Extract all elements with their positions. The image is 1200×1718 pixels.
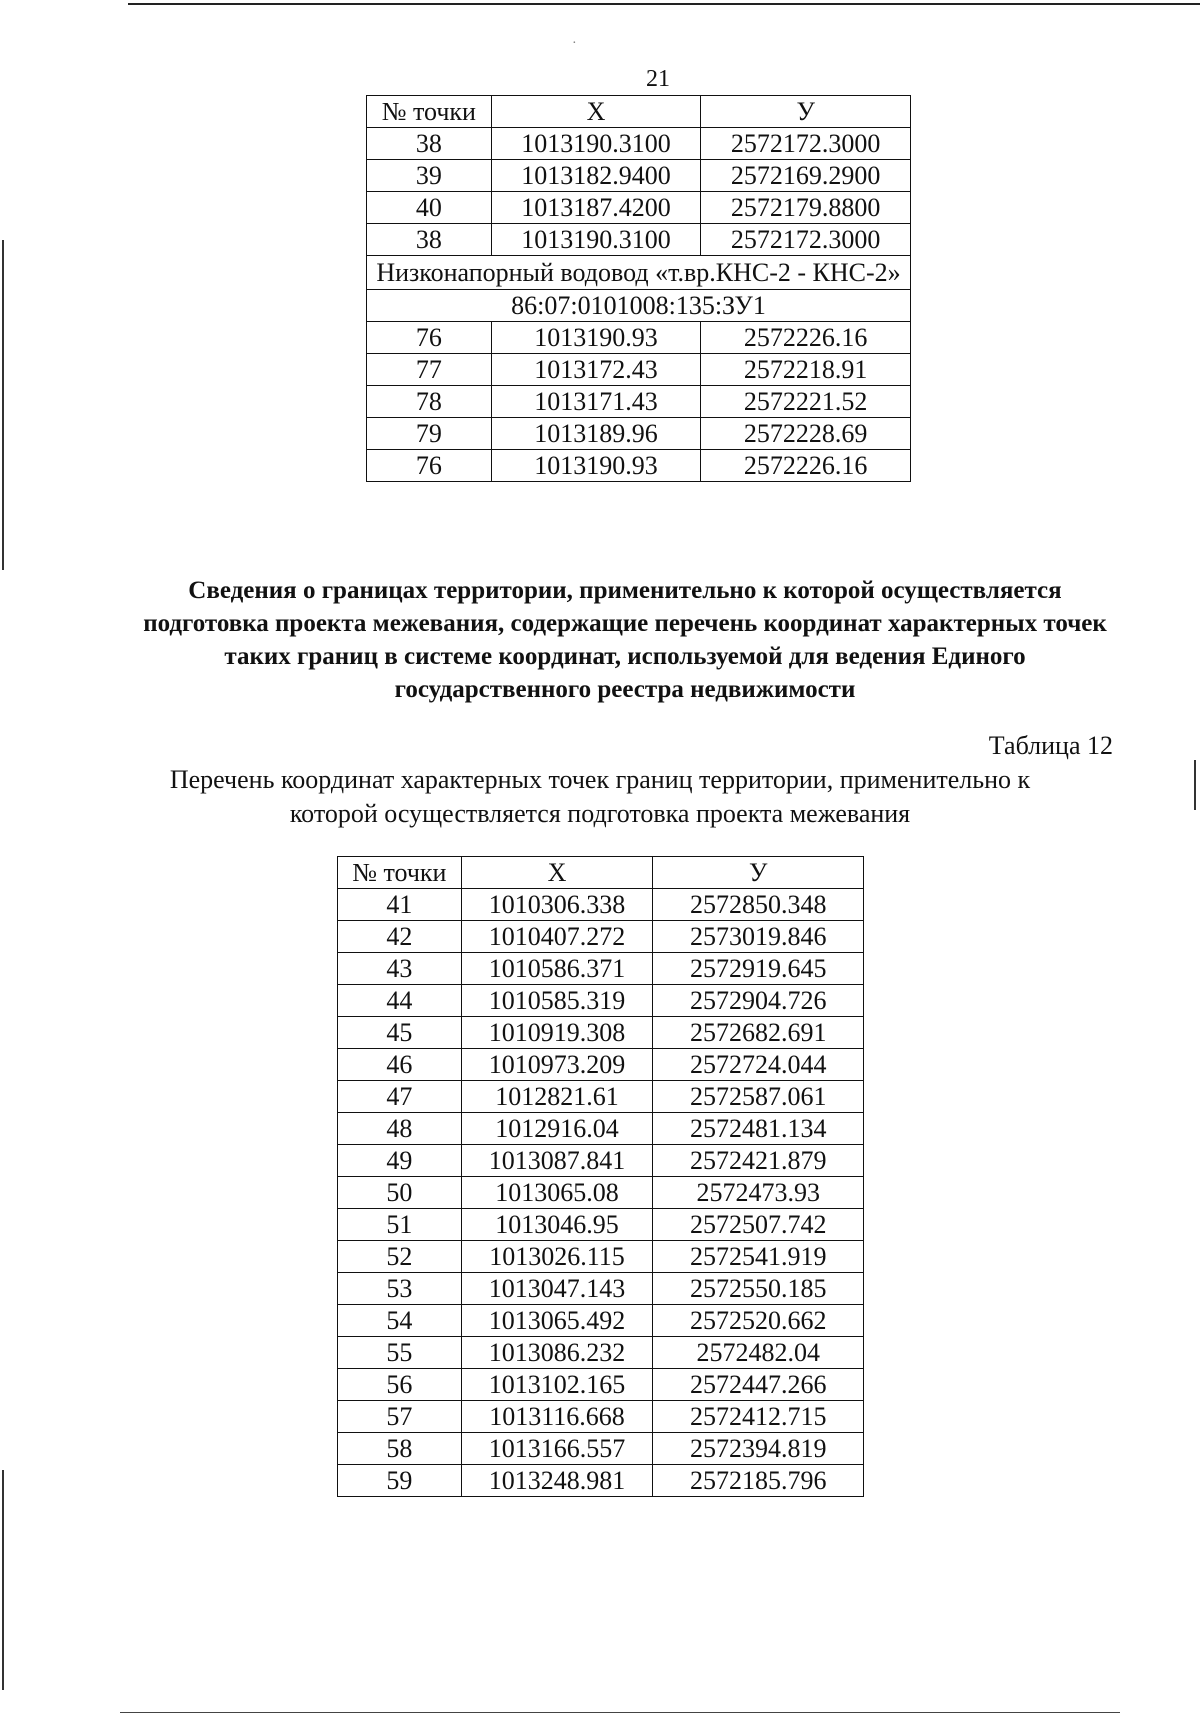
point-number-cell: 42 xyxy=(338,921,462,953)
y-coordinate-cell: 2572172.3000 xyxy=(701,224,911,256)
table-row xyxy=(338,921,864,953)
table-row xyxy=(338,1145,864,1177)
y-coordinate-cell: 2572185.796 xyxy=(653,1465,864,1497)
x-coordinate-cell: 1012821.61 xyxy=(461,1081,653,1113)
table-row xyxy=(338,1337,864,1369)
header-y: У xyxy=(701,96,911,128)
point-number-cell: 76 xyxy=(367,450,492,482)
x-coordinate-cell: 1010306.338 xyxy=(461,889,653,921)
y-coordinate-cell: 2572507.742 xyxy=(653,1209,864,1241)
header-x: Х xyxy=(461,857,653,889)
scan-left-edge xyxy=(2,1470,4,1690)
table-row xyxy=(367,386,911,418)
point-number-cell: 51 xyxy=(338,1209,462,1241)
table-row xyxy=(338,985,864,1017)
header-point-number: № точки xyxy=(338,857,462,889)
point-number-cell: 59 xyxy=(338,1465,462,1497)
x-coordinate-cell: 1013086.232 xyxy=(461,1337,653,1369)
x-coordinate-cell: 1013047.143 xyxy=(461,1273,653,1305)
scan-speck: · xyxy=(572,36,577,51)
y-coordinate-cell: 2572587.061 xyxy=(653,1081,864,1113)
header-y: У xyxy=(653,857,864,889)
table-row xyxy=(367,418,911,450)
table-row xyxy=(338,1209,864,1241)
table-row xyxy=(338,1465,864,1497)
y-coordinate-cell: 2572421.879 xyxy=(653,1145,864,1177)
table-row xyxy=(338,1017,864,1049)
x-coordinate-cell: 1013189.96 xyxy=(491,418,701,450)
x-coordinate-cell: 1013190.93 xyxy=(491,322,701,354)
point-number-cell: 47 xyxy=(338,1081,462,1113)
y-coordinate-cell: 2572904.726 xyxy=(653,985,864,1017)
x-coordinate-cell: 1013187.4200 xyxy=(491,192,701,224)
y-coordinate-cell: 2572473.93 xyxy=(653,1177,864,1209)
table-row xyxy=(338,1273,864,1305)
table-row xyxy=(367,192,911,224)
cadastral-number: 86:07:0101008:135:ЗУ1 xyxy=(367,290,911,322)
header-point-number: № точки xyxy=(367,96,492,128)
point-number-cell: 41 xyxy=(338,889,462,921)
y-coordinate-cell: 2572218.91 xyxy=(701,354,911,386)
table-header-row xyxy=(338,857,864,889)
x-coordinate-cell: 1010586.371 xyxy=(461,953,653,985)
x-coordinate-cell: 1010407.272 xyxy=(461,921,653,953)
point-number-cell: 76 xyxy=(367,322,492,354)
x-coordinate-cell: 1013248.981 xyxy=(461,1465,653,1497)
x-coordinate-cell: 1013190.93 xyxy=(491,450,701,482)
table-row xyxy=(367,354,911,386)
point-number-cell: 39 xyxy=(367,160,492,192)
x-coordinate-cell: 1013026.115 xyxy=(461,1241,653,1273)
point-number-cell: 57 xyxy=(338,1401,462,1433)
y-coordinate-cell: 2572394.819 xyxy=(653,1433,864,1465)
point-number-cell: 49 xyxy=(338,1145,462,1177)
y-coordinate-cell: 2572228.69 xyxy=(701,418,911,450)
y-coordinate-cell: 2573019.846 xyxy=(653,921,864,953)
table-row xyxy=(338,1241,864,1273)
point-number-cell: 40 xyxy=(367,192,492,224)
scan-top-edge xyxy=(128,3,1200,5)
y-coordinate-cell: 2572481.134 xyxy=(653,1113,864,1145)
point-number-cell: 50 xyxy=(338,1177,462,1209)
point-number-cell: 38 xyxy=(367,128,492,160)
scan-bottom-edge xyxy=(120,1712,1120,1713)
x-coordinate-cell: 1013182.9400 xyxy=(491,160,701,192)
x-coordinate-cell: 1012916.04 xyxy=(461,1113,653,1145)
table-row xyxy=(367,450,911,482)
point-number-cell: 56 xyxy=(338,1369,462,1401)
table-row xyxy=(367,224,911,256)
table-row xyxy=(338,953,864,985)
x-coordinate-cell: 1010919.308 xyxy=(461,1017,653,1049)
point-number-cell: 54 xyxy=(338,1305,462,1337)
y-coordinate-cell: 2572226.16 xyxy=(701,322,911,354)
y-coordinate-cell: 2572724.044 xyxy=(653,1049,864,1081)
y-coordinate-cell: 2572179.8800 xyxy=(701,192,911,224)
y-coordinate-cell: 2572221.52 xyxy=(701,386,911,418)
table-header-row xyxy=(367,96,911,128)
section-title: Низконапорный водовод «т.вр.КНС-2 - КНС-2» xyxy=(367,256,911,290)
x-coordinate-cell: 1013190.3100 xyxy=(491,128,701,160)
y-coordinate-cell: 2572550.185 xyxy=(653,1273,864,1305)
y-coordinate-cell: 2572682.691 xyxy=(653,1017,864,1049)
point-number-cell: 79 xyxy=(367,418,492,450)
table-row xyxy=(338,1113,864,1145)
table-label: Таблица 12 xyxy=(988,731,1113,760)
table-row xyxy=(338,1049,864,1081)
table-row xyxy=(367,128,911,160)
scan-right-edge xyxy=(1194,760,1196,810)
x-coordinate-cell: 1010973.209 xyxy=(461,1049,653,1081)
point-number-cell: 53 xyxy=(338,1273,462,1305)
table-row xyxy=(338,1369,864,1401)
point-number-cell: 55 xyxy=(338,1337,462,1369)
table-row xyxy=(338,1177,864,1209)
point-number-cell: 58 xyxy=(338,1433,462,1465)
y-coordinate-cell: 2572412.715 xyxy=(653,1401,864,1433)
x-coordinate-cell: 1013065.08 xyxy=(461,1177,653,1209)
x-coordinate-cell: 1010585.319 xyxy=(461,985,653,1017)
section-title-row xyxy=(367,256,911,290)
y-coordinate-cell: 2572172.3000 xyxy=(701,128,911,160)
scan-left-edge xyxy=(2,240,4,570)
table-row xyxy=(367,160,911,192)
y-coordinate-cell: 2572226.16 xyxy=(701,450,911,482)
x-coordinate-cell: 1013065.492 xyxy=(461,1305,653,1337)
page-number: 21 xyxy=(646,66,670,92)
table-row xyxy=(367,322,911,354)
y-coordinate-cell: 2572169.2900 xyxy=(701,160,911,192)
y-coordinate-cell: 2572541.919 xyxy=(653,1241,864,1273)
y-coordinate-cell: 2572447.266 xyxy=(653,1369,864,1401)
coordinates-table-continued xyxy=(366,95,911,482)
point-number-cell: 52 xyxy=(338,1241,462,1273)
table-caption: Перечень координат характерных точек границ территории, применительно к которой осуществляется подготовка проекта межевания xyxy=(169,765,1031,828)
table-row xyxy=(338,1081,864,1113)
y-coordinate-cell: 2572482.04 xyxy=(653,1337,864,1369)
x-coordinate-cell: 1013102.165 xyxy=(461,1369,653,1401)
y-coordinate-cell: 2572919.645 xyxy=(653,953,864,985)
cadastral-row xyxy=(367,290,911,322)
point-number-cell: 45 xyxy=(338,1017,462,1049)
x-coordinate-cell: 1013190.3100 xyxy=(491,224,701,256)
point-number-cell: 43 xyxy=(338,953,462,985)
x-coordinate-cell: 1013171.43 xyxy=(491,386,701,418)
point-number-cell: 44 xyxy=(338,985,462,1017)
x-coordinate-cell: 1013116.668 xyxy=(461,1401,653,1433)
y-coordinate-cell: 2572850.348 xyxy=(653,889,864,921)
y-coordinate-cell: 2572520.662 xyxy=(653,1305,864,1337)
coordinates-table-12 xyxy=(337,856,864,1497)
point-number-cell: 46 xyxy=(338,1049,462,1081)
point-number-cell: 38 xyxy=(367,224,492,256)
header-x: Х xyxy=(491,96,701,128)
x-coordinate-cell: 1013087.841 xyxy=(461,1145,653,1177)
table-row xyxy=(338,889,864,921)
point-number-cell: 77 xyxy=(367,354,492,386)
point-number-cell: 78 xyxy=(367,386,492,418)
point-number-cell: 48 xyxy=(338,1113,462,1145)
table-row xyxy=(338,1401,864,1433)
table-row xyxy=(338,1433,864,1465)
x-coordinate-cell: 1013046.95 xyxy=(461,1209,653,1241)
table-row xyxy=(338,1305,864,1337)
x-coordinate-cell: 1013172.43 xyxy=(491,354,701,386)
section-heading: Сведения о границах территории, применительно к которой осуществляется подготовка проекта межевания, содержащие перечень координат характерных точек таких границ в системе координат, используемой для ведения Единого государственного реестра недвижимости xyxy=(143,577,1107,703)
x-coordinate-cell: 1013166.557 xyxy=(461,1433,653,1465)
